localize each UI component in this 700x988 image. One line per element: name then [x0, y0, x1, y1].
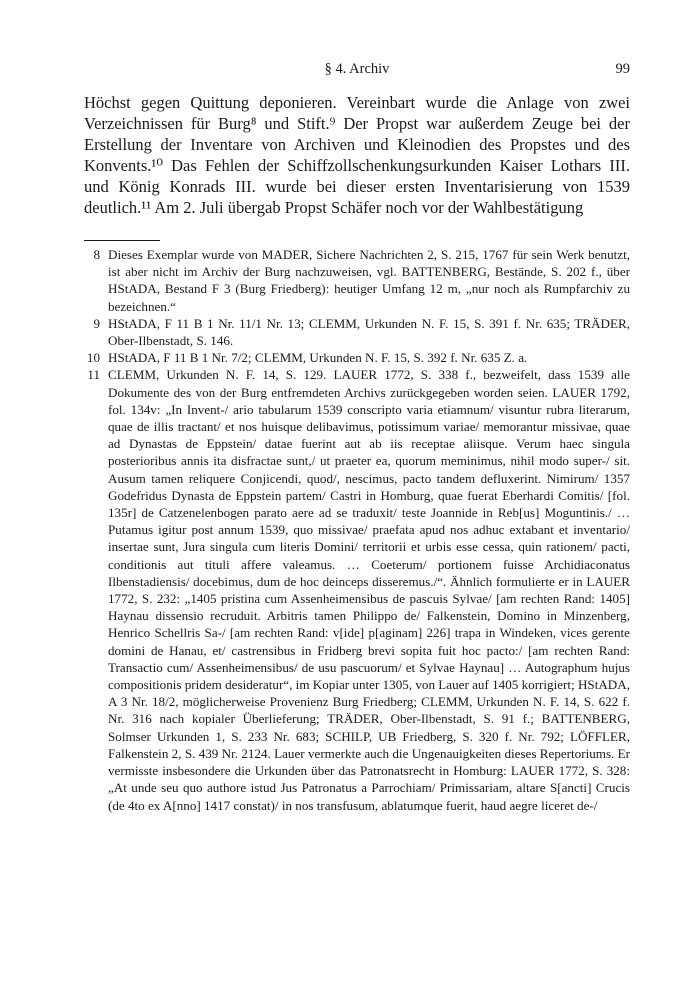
footnote-number: 11	[87, 367, 100, 383]
main-text	[84, 92, 630, 218]
footnote-text: HStADA, F 11 B 1 Nr. 11/1 Nr. 13; CLEMM, Urkunden N. F. 15, S. 391 f. Nr. 635; TRÄDER, Ober-Ilbenstadt, S. 146.	[108, 315, 630, 349]
footnote	[84, 315, 630, 349]
footnote-number: 10	[86, 350, 100, 366]
footnote-number: 8	[93, 247, 100, 262]
footnote-text: CLEMM, Urkunden N. F. 14, S. 129. LAUER 1772, S. 338 f., bezweifelt, dass 1539 alle Dokumente des von der Burg entfremdeten Archivs zurückgegeben worden seien. LAUER 1792, fol. 134v: „In Invent-/ ario tabularum 1539 conscripto varia etiamnum/ visuntur rubra literarum, quae de illis tractant/ et nos huisque delibavimus, potissimum variae/ memorantur missivae, quae ad Dynastas de Eppstein/ datae fuerint aut ab iis receptae aliisque. Verum haec singula posterioribus annis ita disfractae sunt,/ ut praeter ea, quorum meminimus, nihil modo super-/ sit. Ausum tamen reliquere Conjicendi, quod/, nescimus, pacto tandem defluxerint. Nimirum/ 1357 Godefridus Dynasta de Eppstein partem/ Castri in Homburg, quae fuerat Eberhardi Comitis/ [fol. 135r] de Catzenelenbogen parato aere ad se traduxit/ teste Joannide in Reb[us] Moguntinis./ … Putamus igitur post annum 1539, quo missivae/ praefata apud nos adhuc extabant et inventario/ insertae sunt, Jura singula cum literis Domini/ territorii et urbis esse cessa, quin rationem/ pacti, conditionis aut tituli affere valeamus. … Coeterum/ portionem fuisse Archidiaconatus Ilbenstadiensis/ docebimus, dum de hoc deinceps disseremus./“. Ähnlich formulierte er in LAUER 1772, S. 232: „1405 pristina cum Assenheimensibus de pascuis Sylvae/ [am rechten Rand: 1405] Haynau dissensio recruduit. Arbitris tamen Philippo de/ Falkenstein, Domino in Minzenberg, Henrico Schellris Sa-/ [am rechten Rand: v[ide] p[aginam] 226] trapa in Windeken, vices gerente domini de Hanau, et/ castrensibus in Fridberg brevi sopita fuit hoc pacto:/ [am rechten Rand: Transactio cum/ Assenheimensibus/ de usu pascuorum/ et Sylvae Haynau] … Autographum hujus compositionis pridem desideratur“, im Kopiar unter 1305, von Lauer auf 1405 korrigiert; HStADA, A 3 Nr. 18/2, möglicherweise Provenienz Burg Friedberg; CLEMM, Urkunden N. F. 14, S. 622 f. Nr. 316 nach kopialer Überlieferung; TRÄDER, Ober-Ilbenstadt, S. 91 f.; BATTENBERG, Solmser Urkunden 1, S. 233 Nr. 683; SCHILP, UB Friedberg, S. 320 f. Nr. 792; LÖFFLER, Falkenstein 2, S. 439 Nr. 2124. Lauer vermerkte auch die Ungenauigkeiten dieses Repertoriums. Er vermisste insbesondere die Urkunden über das Patronatsrecht in Homburg: LAUER 1772, S. 328: „At unde seu quo authore istud Jus Patronatus a Parrochiam/ Primissariam, altare S[ancti] Crucis (de 4to ex A[nno] 1417 constat)/ in nos transfusum, ablatumque fuerit, haud aegre liceret de-/	[108, 367, 630, 813]
body-paragraph: Höchst gegen Quittung deponieren. Vereinbart wurde die Anlage von zwei Verzeichnissen für Burg⁸ und Stift.⁹ Der Propst war außerdem Zeuge bei der Erstellung der Inventare von Archiven und Kleinodien des Propstes und des Konvents.¹⁰ Das Fehlen der Schiffzollschenkungsurkunden Kaiser Lothars III. und König Konrads III. wurde bei dieser ersten Inventarisierung von 1539 deutlich.¹¹ Am 2. Juli übergab Propst Schäfer noch vor der Wahlbestätigung	[84, 93, 630, 217]
running-head	[84, 60, 630, 78]
footnote-separator	[84, 240, 160, 241]
footnote	[84, 366, 630, 813]
running-title: § 4. Archiv	[324, 61, 390, 77]
footnote-text: HStADA, F 11 B 1 Nr. 7/2; CLEMM, Urkunden N. F. 15, S. 392 f. Nr. 635 Z. a.	[108, 350, 528, 366]
footnote-text: Dieses Exemplar wurde von MADER, Sichere Nachrichten 2, S. 215, 1767 für sein Werk benutzt, ist aber nicht im Archiv der Burg nachzuweisen, vgl. BATTENBERG, Bestände, S. 202 f., über HStADA, Bestand F 3 (Burg Friedberg): heutiger Umfang 12 m, „nur noch als Rumpfarchiv zu bezeichnen.“	[108, 247, 630, 314]
page-number: 99	[615, 61, 630, 77]
footnote	[84, 246, 630, 315]
footnote-number: 9	[93, 315, 100, 331]
footnotes	[84, 246, 630, 814]
footnote	[84, 349, 630, 366]
